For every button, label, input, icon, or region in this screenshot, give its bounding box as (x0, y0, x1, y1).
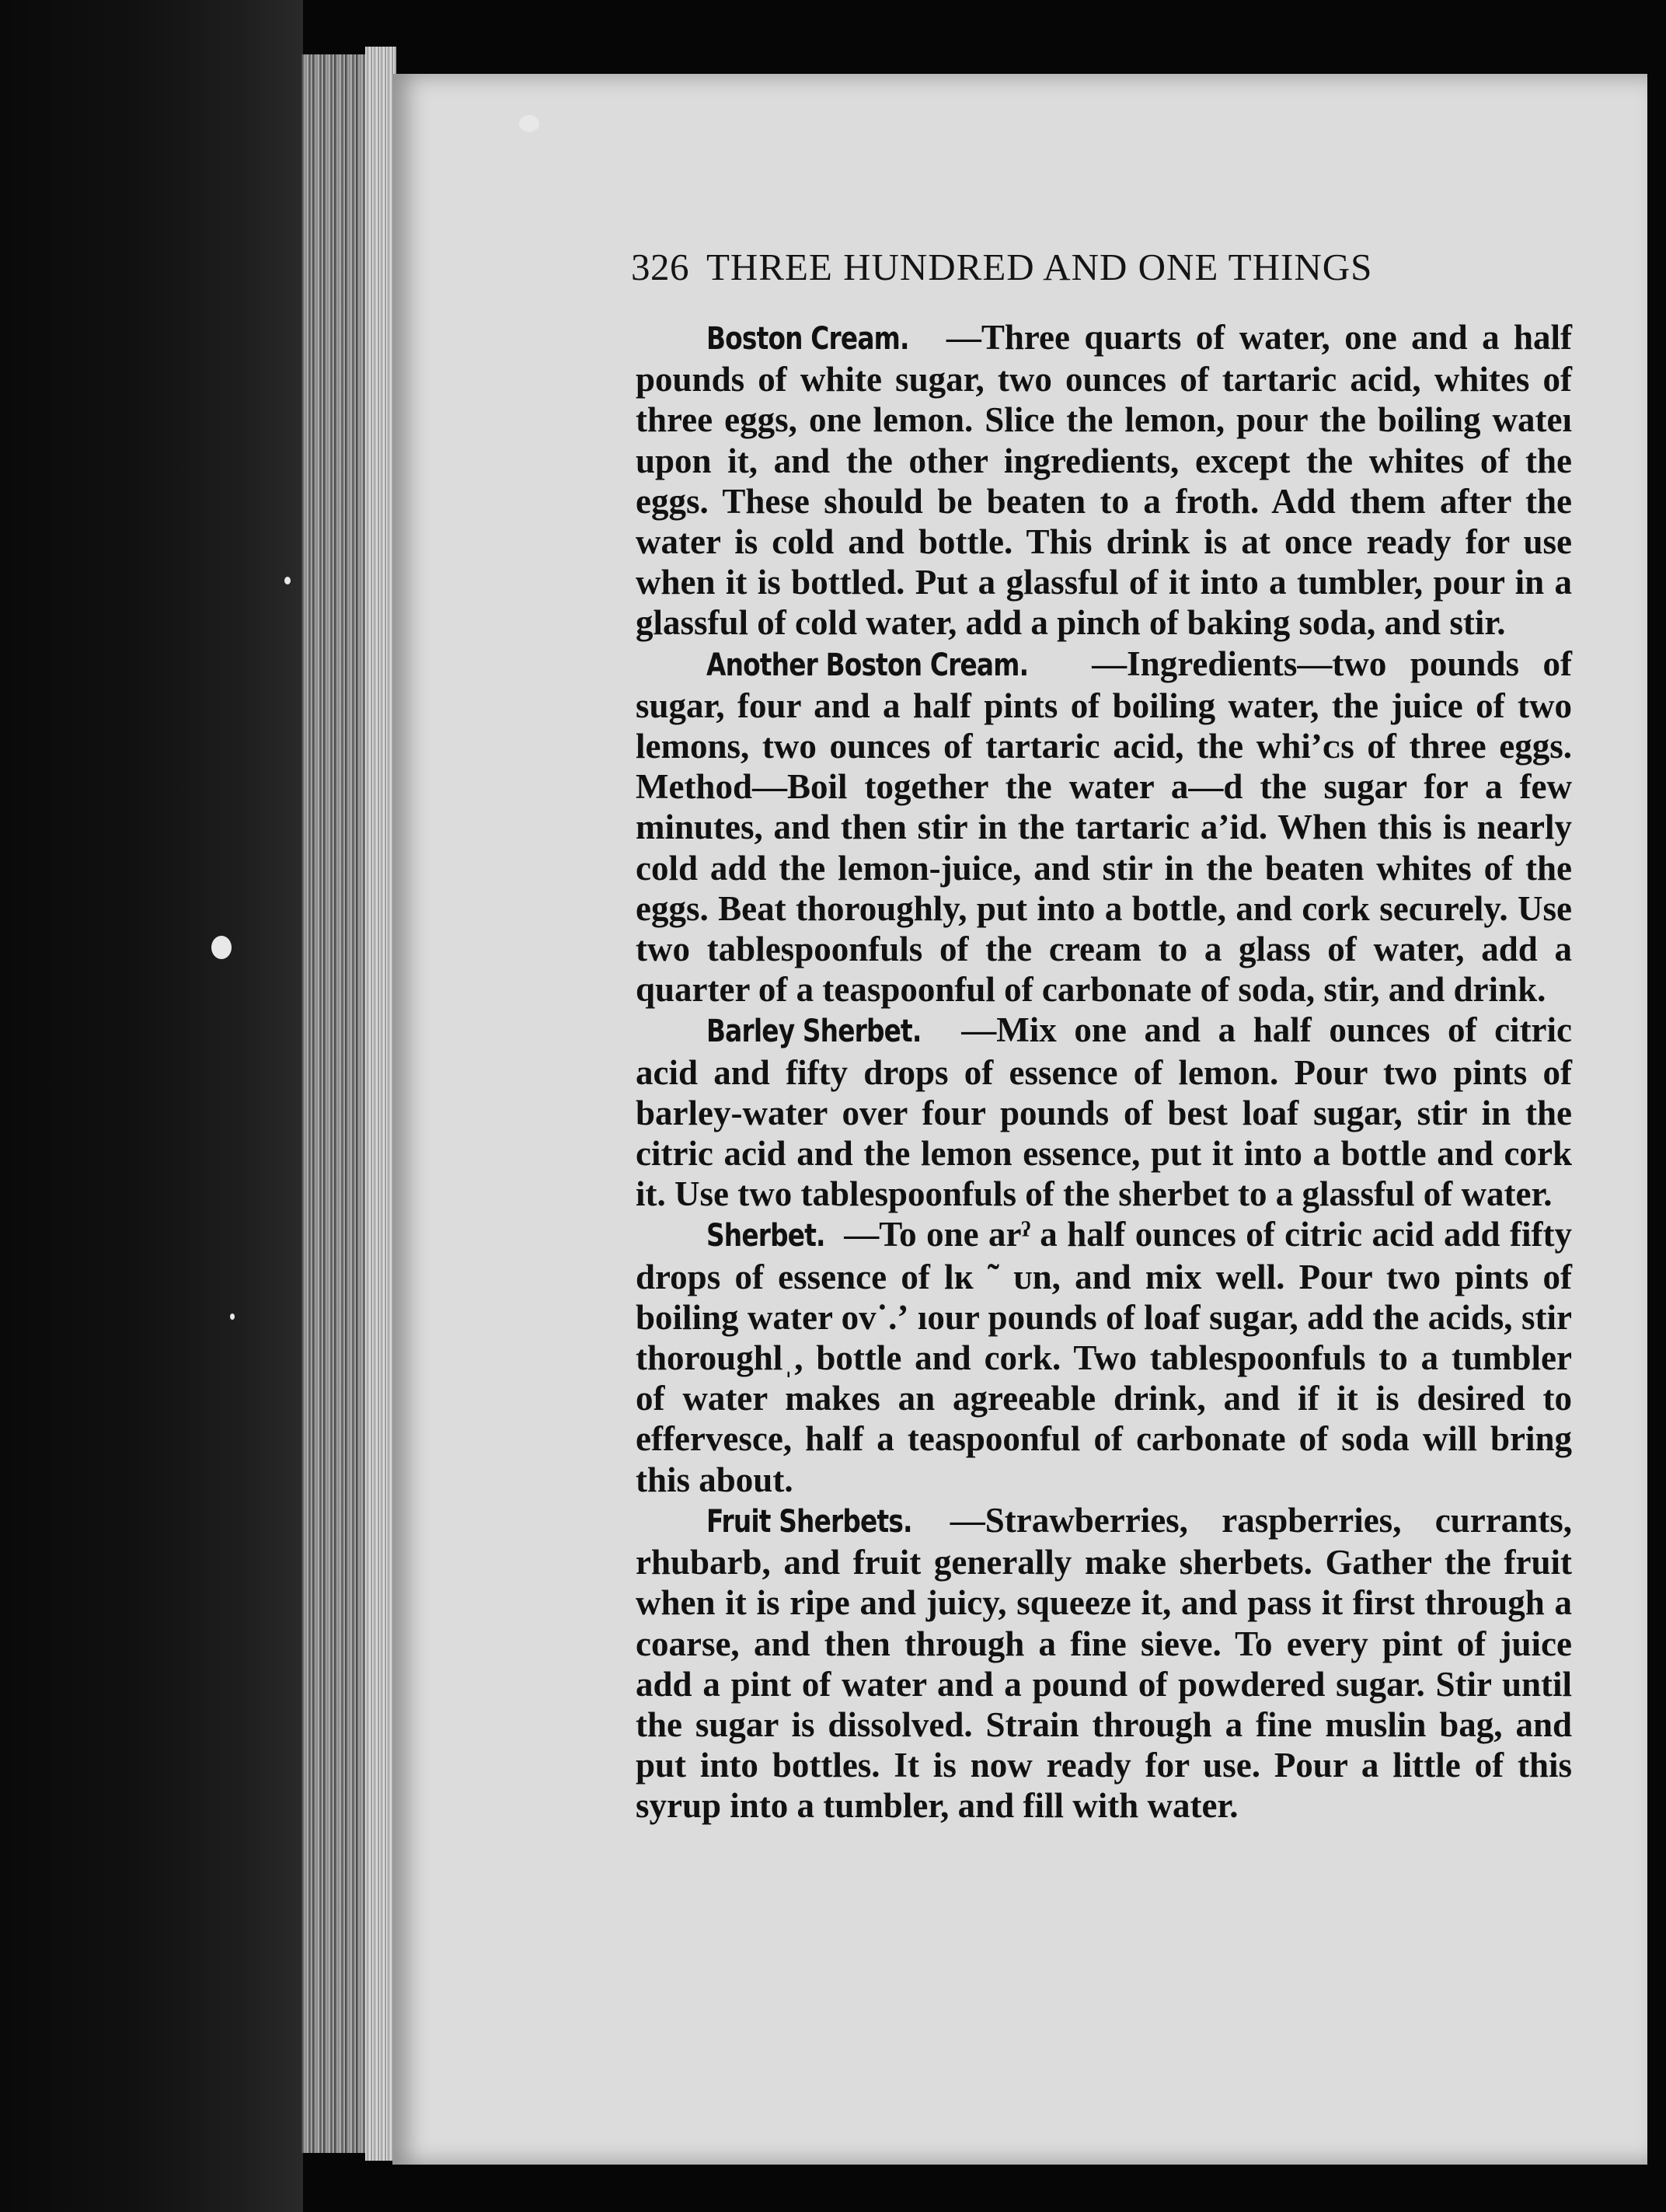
recipe-paragraph (636, 1010, 1572, 1214)
recipe-body: —Strawberries, raspberries, currants, rhubarb, and fruit generally make sherbets. Gather the fruit when it is ripe and juicy, squeeze it, and pass it first through a coarse, and then through a fine sieve. To every pint of juice add a pint of water and a pound of powdered sugar. Stir until the sugar is dissolved. Strain through a fine muslin bag, and put into bottles. It is now ready for use. Pour a little of this syrup into a tumbler, and fill with water. (636, 1500, 1572, 1826)
scan-dark-margin (0, 0, 303, 2212)
recipe-body: —Mix one and a half ounces of citric acid and fifty drops of essence of lemon. Pour two pints of barley-water over four pounds of best loaf sugar, stir in the citric acid and the lemon essence, put it into a bottle and cork it. Use two tablespoonfuls of the sherbet to a glassful of water. (636, 1010, 1572, 1214)
recipe-text (636, 317, 1572, 1826)
recipe-body: —Ingredients—two pounds of sugar, four and a half pints of boiling water, the juice of two lemons, two ounces of tartaric acid, the whi’ᴄѕ of three eggs. Method—Boil together the water a—d the sugar for a few minutes, and then stir in the tartaric aʼid. When this is nearly cold add the lemon-juice, and stir in the beaten whites of the eggs. Beat thoroughly, put into a bottle, and cork securely. Use two tablespoonfuls of the cream to a glass of water, add a quarter of a teaspoonful of carbonate of soda, stir, and drink. (636, 644, 1572, 1010)
page-stack-edge (365, 47, 396, 2161)
recipe-body: —To one arˀ a half ounces of citric acid add fifty drops of essence of lĸ ˜ ᴜn, and mix well. Pour two pints of boiling water ov˙.ʼ ıour pounds of loaf sugar, add the acids, stir thoroughlˌ, bottle and cork. Two tablespoonfuls to a tumbler of water makes an agreeable drink, and if it is desired to effervesce, half a teaspoonful of carbonate of soda will bring this about. (636, 1215, 1572, 1499)
scan-speck (519, 115, 539, 132)
page-number: 326 (631, 246, 689, 288)
recipe-heading: Boston Cream. (706, 321, 909, 357)
recipe-paragraph (636, 644, 1572, 1010)
running-title: THREE HUNDRED AND ONE THINGS (706, 246, 1373, 288)
recipe-heading: Fruit Sherbets. (706, 1503, 912, 1540)
running-header (631, 245, 1563, 289)
recipe-heading: Sherbet. (706, 1218, 825, 1254)
recipe-heading: Another Boston Cream. (706, 647, 1029, 683)
recipe-paragraph (636, 1214, 1572, 1499)
scan-speck (230, 1314, 235, 1320)
recipe-body: —Three quarts of water, one and a half pounds of white sugar, two ounces of tartaric acid, whites of three eggs, one lemon. Slice the lemon, pour the boiling wateı upon it, and the other ingredients, except the whites of the eggs. These should be beaten to a froth. Add them after the water is cold and bottle. This drink is at once ready for use when it is bottled. Put a glassful of it into a tumbler, pour in a glassful of cold water, add a pinch of baking soda, and stir. (636, 318, 1572, 643)
recipe-paragraph (636, 317, 1572, 644)
recipe-heading: Barley Sherbet. (706, 1014, 922, 1050)
scan-speck (211, 936, 232, 959)
scan-speck (284, 577, 291, 584)
recipe-paragraph (636, 1500, 1572, 1826)
